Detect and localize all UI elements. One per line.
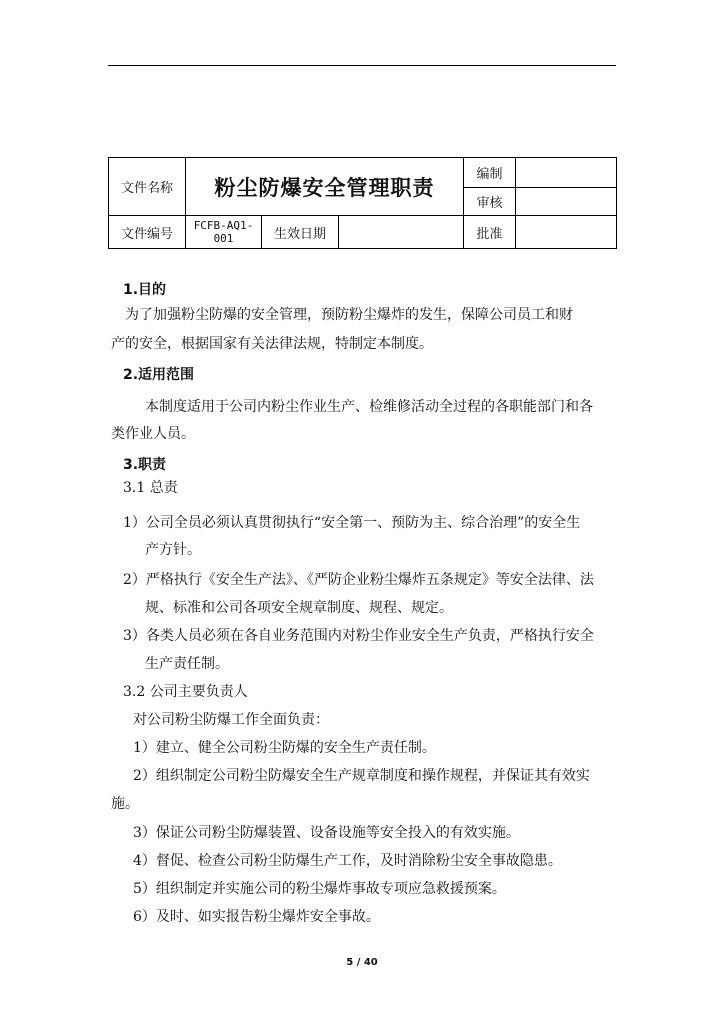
list-item-line: 6）及时、如实报告粉尘爆炸安全事故。	[133, 909, 380, 925]
compile-value	[516, 158, 617, 188]
list-item-line: 3）各类人员必须在各自业务范围内对粉尘作业安全生产负责，严格执行安全	[123, 628, 594, 644]
list-item-line: 规、标准和公司各项安全规章制度、规程、规定。	[145, 600, 453, 616]
effective-date-label: 生效日期	[262, 216, 339, 249]
list-item-line: 4）督促、检查公司粉尘防爆生产工作，及时消除粉尘安全事故隐患。	[133, 853, 562, 869]
document-title: 粉尘防爆安全管理职责	[186, 158, 464, 216]
paragraph-line: 类作业人员。	[111, 426, 195, 442]
list-item-line: 3）保证公司粉尘防爆装置、设备设施等安全投入的有效实施。	[133, 825, 520, 841]
section-heading-purpose: 1.目的	[123, 282, 167, 298]
approve-value	[516, 216, 617, 249]
file-no-label: 文件编号	[109, 216, 186, 249]
paragraph-line: 对公司粉尘防爆工作全面负责：	[133, 712, 329, 728]
paragraph-line: 本制度适用于公司内粉尘作业生产、检维修活动全过程的各职能部门和各	[145, 399, 593, 415]
approve-label: 批准	[464, 216, 516, 249]
document-header-table	[108, 157, 617, 249]
section-heading-duties: 3.职责	[123, 457, 167, 473]
list-item-line: 产方针。	[145, 542, 201, 558]
file-no-value: FCFB-AQ1-001	[186, 216, 262, 249]
list-item-line: 1）公司全员必须认真贯彻执行“安全第一、预防为主、综合治理”的安全生	[123, 515, 581, 531]
compile-label: 编制	[464, 158, 516, 188]
list-item-line: 2）严格执行《安全生产法》、《严防企业粉尘爆炸五条规定》等安全法律、法	[123, 572, 594, 588]
list-item-line: 2）组织制定公司粉尘防爆安全生产规章制度和操作规程，并保证其有效实	[133, 768, 590, 784]
subsection-heading: 3.2 公司主要负责人	[123, 684, 248, 700]
list-item-line: 施。	[111, 796, 139, 812]
paragraph-line: 为了加强粉尘防爆的安全管理，预防粉尘爆炸的发生，保障公司员工和财	[125, 307, 573, 323]
list-item-line: 5）组织制定并实施公司的粉尘爆炸事故专项应急救援预案。	[133, 881, 506, 897]
effective-date-value	[339, 216, 464, 249]
section-heading-scope: 2.适用范围	[123, 367, 195, 383]
subsection-heading: 3.1 总责	[123, 480, 178, 496]
review-value	[516, 188, 617, 216]
list-item-line: 生产责任制。	[145, 656, 229, 672]
header-rule	[108, 65, 616, 66]
file-name-label: 文件名称	[109, 158, 186, 216]
list-item-line: 1）建立、健全公司粉尘防爆的安全生产责任制。	[133, 740, 436, 756]
review-label: 审核	[464, 188, 516, 216]
paragraph-line: 产的安全，根据国家有关法律法规，特制定本制度。	[111, 336, 433, 352]
page-number: 5 / 40	[346, 957, 378, 968]
